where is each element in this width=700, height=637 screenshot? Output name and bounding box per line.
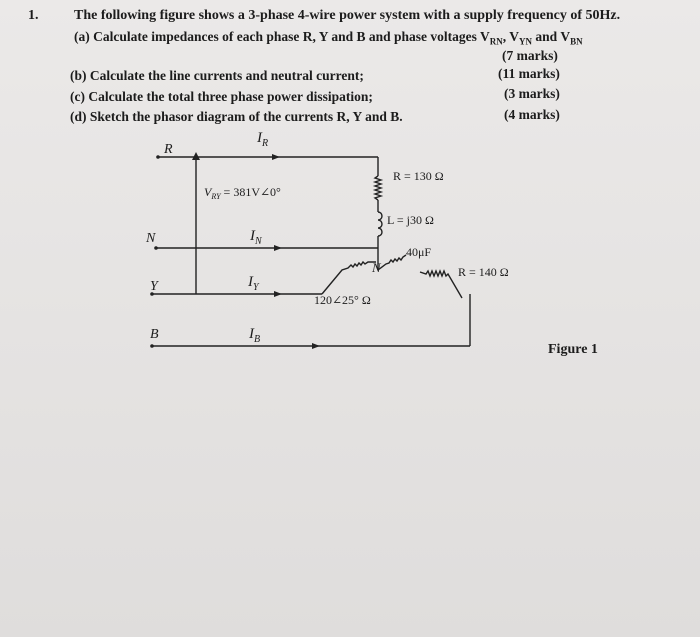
b-terminal: [150, 344, 154, 348]
part-d-text: (d) Sketch the phasor diagram of the currents R, Y and B.: [70, 109, 403, 124]
question-intro: The following figure shows a 3-phase 4-wire power system with a supply frequency of 50Hz.: [74, 8, 621, 23]
capacitor-40uf: [378, 255, 406, 270]
vry-arrow-icon: [192, 152, 200, 160]
iy-arrow-icon: [274, 291, 282, 297]
figure-caption: Figure 1: [548, 342, 598, 357]
resistor-130: [375, 176, 381, 200]
label-iy: $I_Y$: [248, 274, 259, 293]
label-n: N: [146, 231, 156, 246]
label-c40: 40μF: [406, 245, 432, 259]
part-a-text: (a) Calculate impedances of each phase R, Y and B and phase voltages $V_{RN}$, $V_{YN}$ and $V_{BN}$: [74, 29, 583, 47]
label-l30: L = j30 Ω: [387, 213, 434, 227]
question-number: 1.: [28, 8, 39, 23]
r-terminal: [156, 155, 160, 159]
label-ir: $I_R$: [257, 130, 269, 149]
label-y: Y: [150, 279, 158, 294]
resistor-140: [420, 271, 462, 298]
in-arrow-icon: [274, 245, 282, 251]
label-in: $I_N$: [250, 228, 262, 247]
label-ib: $I_B$: [249, 326, 261, 345]
label-b: B: [150, 327, 159, 342]
label-z120: 120∠25° Ω: [314, 293, 371, 307]
part-b-marks: (11 marks): [498, 66, 560, 81]
part-d-marks: (4 marks): [504, 107, 560, 122]
impedance-120: [322, 262, 376, 294]
ib-arrow-icon: [312, 343, 320, 349]
ir-arrow-icon: [272, 154, 280, 160]
part-a-marks: (7 marks): [502, 48, 558, 63]
label-r: R: [164, 142, 173, 157]
part-b-text: (b) Calculate the line currents and neutral current;: [70, 68, 364, 83]
label-r140: R = 140 Ω: [458, 265, 509, 279]
part-c-text: (c) Calculate the total three phase power dissipation;: [70, 89, 373, 104]
label-vry: $V_{RY}$ = 381V∠0°: [204, 185, 281, 201]
inductor-coil: [378, 212, 382, 236]
part-c-marks: (3 marks): [504, 86, 560, 101]
label-r130: R = 130 Ω: [393, 169, 444, 183]
n-terminal: [154, 246, 158, 250]
label-n-star: N: [372, 260, 381, 275]
